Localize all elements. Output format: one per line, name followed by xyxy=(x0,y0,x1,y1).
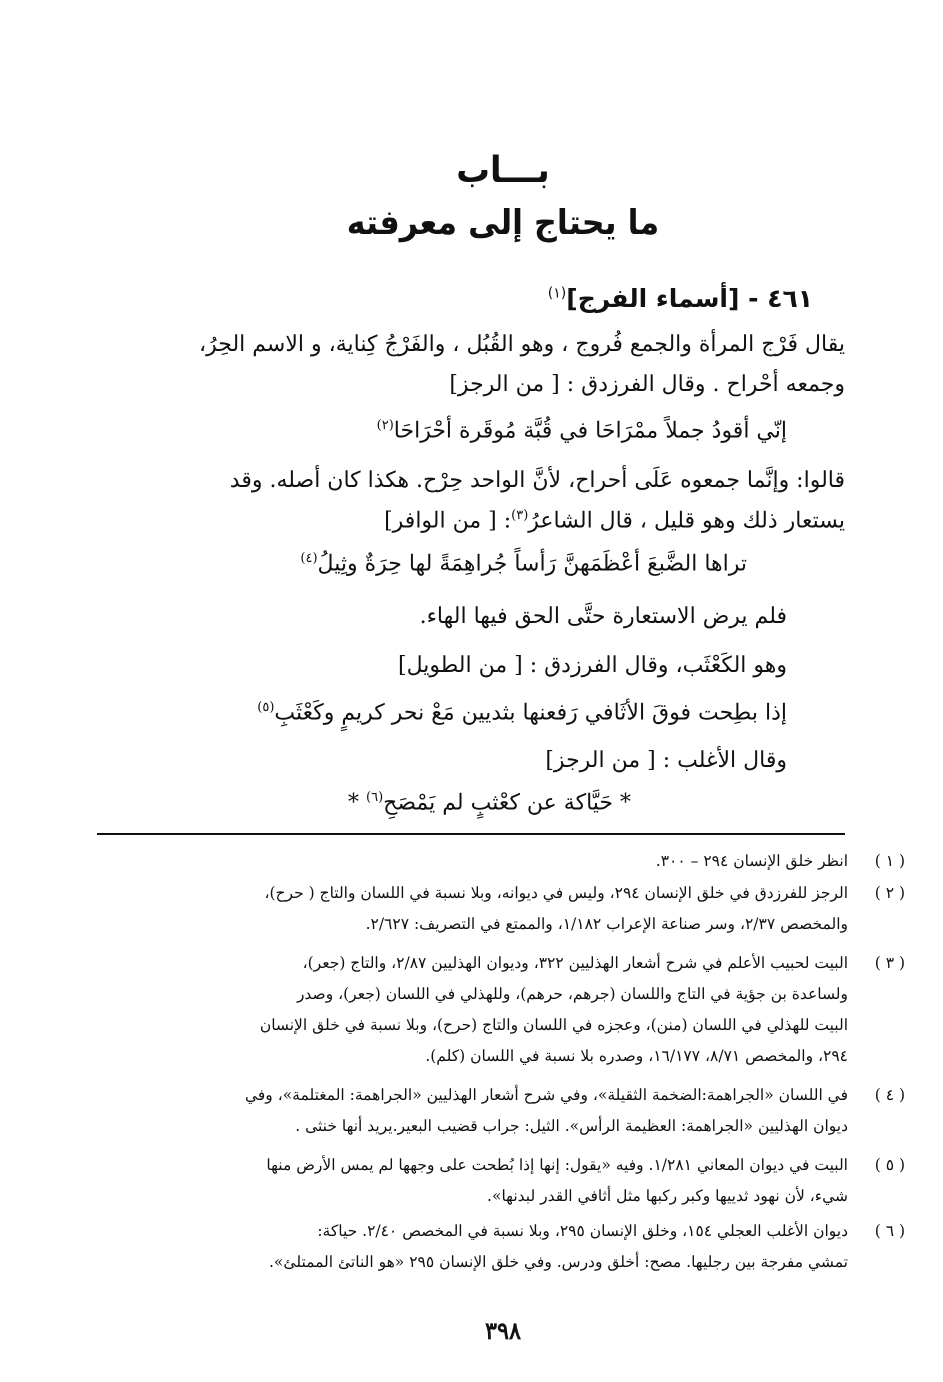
footnote xyxy=(655,846,905,877)
footnote-line: تمشي مفرجة بين رجليها. مصح: أخلق ودرس. وفي خلق الإنسان ٢٩٥ «هو الناتئ الممتلئ». xyxy=(268,1253,848,1271)
paragraph-line: يقال فَرْج المرأة والجمع فُروج ، وهو القُبُل ، والفَرْجُ كِناية، و الاسم الحِرُ، xyxy=(199,332,845,357)
footnote-line: شيء، لأن نهود ثدييها وكبر ركبها مثل أثافي القدر لبدنها». xyxy=(487,1187,848,1205)
footnote-line: البيت لحبيب الأعلم في شرح أشعار الهذليين ٣٢٢، وديوان الهذليين ٢/٨٧، والتاج (جعر)، xyxy=(302,954,848,972)
paragraph-line: وهو الكَعْثَب، وقال الفرزدق : [ من الطويل] xyxy=(398,653,787,678)
verse-line xyxy=(348,790,631,815)
verse-text: إنّي أقودُ جملاً ممْرَاحَا في قُبَّة مُوقَرة أحْرَاحَا xyxy=(393,418,787,444)
verse-line xyxy=(300,551,747,576)
footnote-line: ولساعدة بن جؤية في التاج واللسان (جرهم، حرهم)، وللهذلي في اللسان (جعر)، وصدر xyxy=(296,985,848,1003)
footnote xyxy=(268,1216,905,1278)
footnote-number: ( ١ ) xyxy=(874,852,905,870)
paragraph-line: وجمعه أحْراح . وقال الفرزدق : [ من الرجز] xyxy=(449,372,845,397)
footnote-ref: (٥) xyxy=(257,700,275,715)
footnote xyxy=(264,878,905,940)
footnote-number: ( ٦ ) xyxy=(874,1222,905,1240)
footnote-line: ديوان الهذليين «الجراهمة: العظيمة الرأس». الثيل: جراب قضيب البعير.يريد أنها خنثى . xyxy=(295,1117,848,1135)
verse-line xyxy=(257,700,787,725)
footnote xyxy=(244,1080,905,1142)
chapter-title: بـــاب xyxy=(456,150,550,191)
footnote-line: البيت في ديوان المعاني ١/٢٨١. وفيه «يقول: إنها إذا بُطحت على وجهها لم يمس الأرض منها xyxy=(266,1156,848,1174)
paragraph-text: يستعار ذلك وهو قليل ، قال الشاعرُ xyxy=(528,508,845,534)
verse-text: إذا بطِحت فوقَ الأثَافي رَفعنها بثديين مَعْ نحر كريمٍ وكَعْثَبِ xyxy=(274,700,787,726)
section-heading-text: ٤٦١ - [أسماء الفرج] xyxy=(566,284,813,313)
footnote xyxy=(266,1150,905,1212)
footnote-ref: (١) xyxy=(547,285,567,302)
footnote-number: ( ٣ ) xyxy=(874,954,905,972)
footnote-ref: (٢) xyxy=(376,418,394,433)
footnote-ref: (٦) xyxy=(366,790,384,805)
footnote-line: البيت للهذلي في اللسان (منن)، وعجزه في اللسان والتاج (حرح)، وبلا نسبة في خلق الإنسان xyxy=(259,1016,848,1034)
footnote xyxy=(259,948,905,1072)
paragraph-line: قالوا: وإنَّما جمعوه عَلَى أحراح، لأنَّ الواحد حِرْح. هكذا كان أصله. وقد xyxy=(229,468,845,493)
footnote-number: ( ٢ ) xyxy=(874,884,905,902)
footnote-line: ديوان الأغلب العجلي ١٥٤، وخلق الإنسان ٢٩٥، وبلا نسبة في المخصص ٢/٤٠. حياكة: xyxy=(317,1222,848,1240)
footnote-divider xyxy=(97,833,845,835)
verse-text: * xyxy=(348,790,367,816)
section-heading xyxy=(548,284,813,313)
footnote-line: انظر خلق الإنسان ٢٩٤ – ٣٠٠. xyxy=(655,852,848,870)
footnote-number: ( ٤ ) xyxy=(874,1086,905,1104)
paragraph-text: : [ من الوافر] xyxy=(384,508,512,534)
paragraph-line: فلم يرض الاستعارة حتَّى الحق فيها الهاء. xyxy=(419,604,787,629)
verse-text: تراها الضَّبعَ أعْظَمَهنَّ رَأساً جُراهِمَةً لها حِرَةٌ وثِيلُ xyxy=(317,551,747,577)
footnote-ref: (٤) xyxy=(300,551,318,566)
footnote-ref: (٣) xyxy=(511,508,529,523)
chapter-subtitle: ما يحتاج إلى معرفته xyxy=(346,203,660,243)
paragraph-line: وقال الأغلب : [ من الرجز] xyxy=(545,748,787,773)
footnote-number: ( ٥ ) xyxy=(874,1156,905,1174)
page-number: ٣٩٨ xyxy=(484,1316,522,1345)
paragraph-line xyxy=(384,508,845,533)
footnote-line: في اللسان «الجراهمة:الضخمة الثقيلة»، وفي شرح أشعار الهذليين «الجراهمة: المغتلمة»، وفي xyxy=(244,1086,848,1104)
footnote-line: ٢٩٤، والمخصص ٨/٧١، ١٦/١٧٧، وصدره بلا نسبة في اللسان (كلم). xyxy=(425,1047,848,1065)
footnote-line: الرجز للفرزدق في خلق الإنسان ٢٩٤، وليس في ديوانه، وبلا نسبة في اللسان والتاج ( حرح)، xyxy=(264,884,848,902)
footnote-line: والمخصص ٢/٣٧، وسر صناعة الإعراب ١/١٨٢، والممتع في التصريف: ٢/٦٢٧. xyxy=(365,915,848,933)
verse-line xyxy=(377,418,787,443)
verse-text: * حَيَّاكة عن كعْثبٍ لم يَمْصَحِ xyxy=(383,790,631,816)
